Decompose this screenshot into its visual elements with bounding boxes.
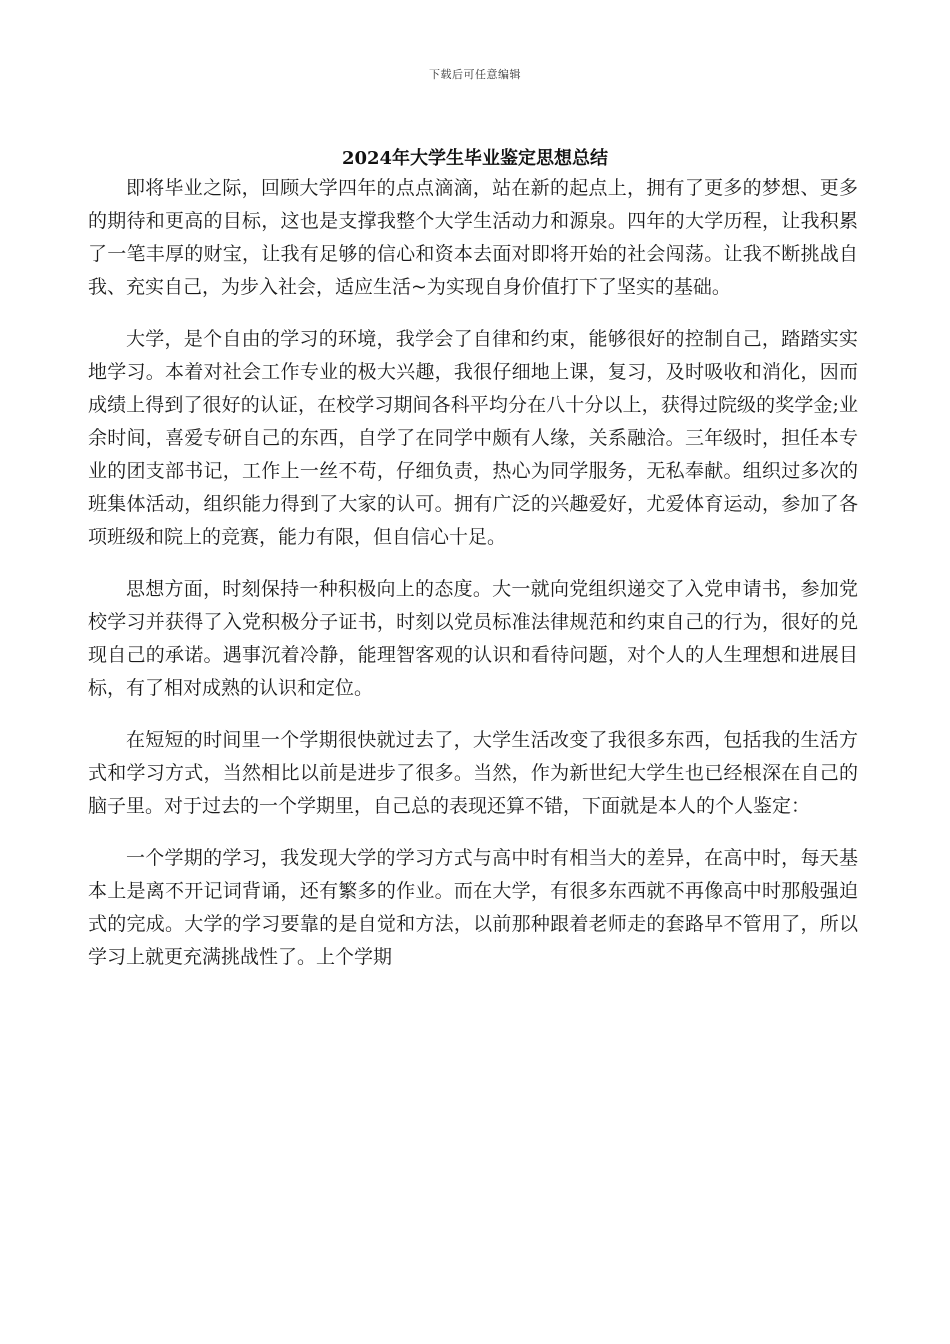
paragraph-5: 一个学期的学习，我发现大学的学习方式与高中时有相当大的差异，在高中时，每天基本上是离不开记词背诵，还有繁多的作业。而在大学，有很多东西就不再像高中时那般强迫式的完成。大学的学习要靠的是自觉和方法，以前那种跟着老师走的套路早不管用了，所以学习上就更充满挑战性了。上个学期	[88, 847, 858, 968]
document-body	[88, 172, 858, 993]
header-note: 下载后可任意编辑	[429, 68, 521, 81]
paragraph-1: 即将毕业之际，回顾大学四年的点点滴滴，站在新的起点上，拥有了更多的梦想、更多的期待和更高的目标，这也是支撑我整个大学生活动力和源泉。四年的大学历程，让我积累了一笔丰厚的财宝，让我有足够的信心和资本去面对即将开始的社会闯荡。让我不断挑战自我、充实自己，为步入社会，适应生活~为实现自身价值打下了坚实的基础。	[88, 177, 858, 298]
paragraph-4: 在短短的时间里一个学期很快就过去了，大学生活改变了我很多东西，包括我的生活方式和学习方式，当然相比以前是进步了很多。当然，作为新世纪大学生也已经根深在自己的脑子里。对于过去的一个学期里，自己总的表现还算不错，下面就是本人的个人鉴定：	[88, 729, 858, 817]
document-title: 2024年大学生毕业鉴定思想总结	[341, 148, 609, 169]
paragraph-2: 大学，是个自由的学习的环境，我学会了自律和约束，能够很好的控制自己，踏踏实实地学习。本着对社会工作专业的极大兴趣，我很仔细地上课，复习，及时吸收和消化，因而成绩上得到了很好的认证，在校学习期间各科平均分在八十分以上，获得过院级的奖学金;业余时间，喜爱专研自己的东西，自学了在同学中颇有人缘，关系融洽。三年级时，担任本专业的团支部书记，工作上一丝不苟，仔细负责，热心为同学服务，无私奉献。组织过多次的班集体活动，组织能力得到了大家的认可。拥有广泛的兴趣爱好，尤爱体育运动，参加了各项班级和院上的竞赛，能力有限，但自信心十足。	[88, 328, 858, 548]
paragraph-3: 思想方面，时刻保持一种积极向上的态度。大一就向党组织递交了入党申请书，参加党校学习并获得了入党积极分子证书，时刻以党员标准法律规范和约束自己的行为，很好的兑现自己的承诺。遇事沉着冷静，能理智客观的认识和看待问题，对个人的人生理想和进展目标，有了相对成熟的认识和定位。	[88, 578, 858, 699]
